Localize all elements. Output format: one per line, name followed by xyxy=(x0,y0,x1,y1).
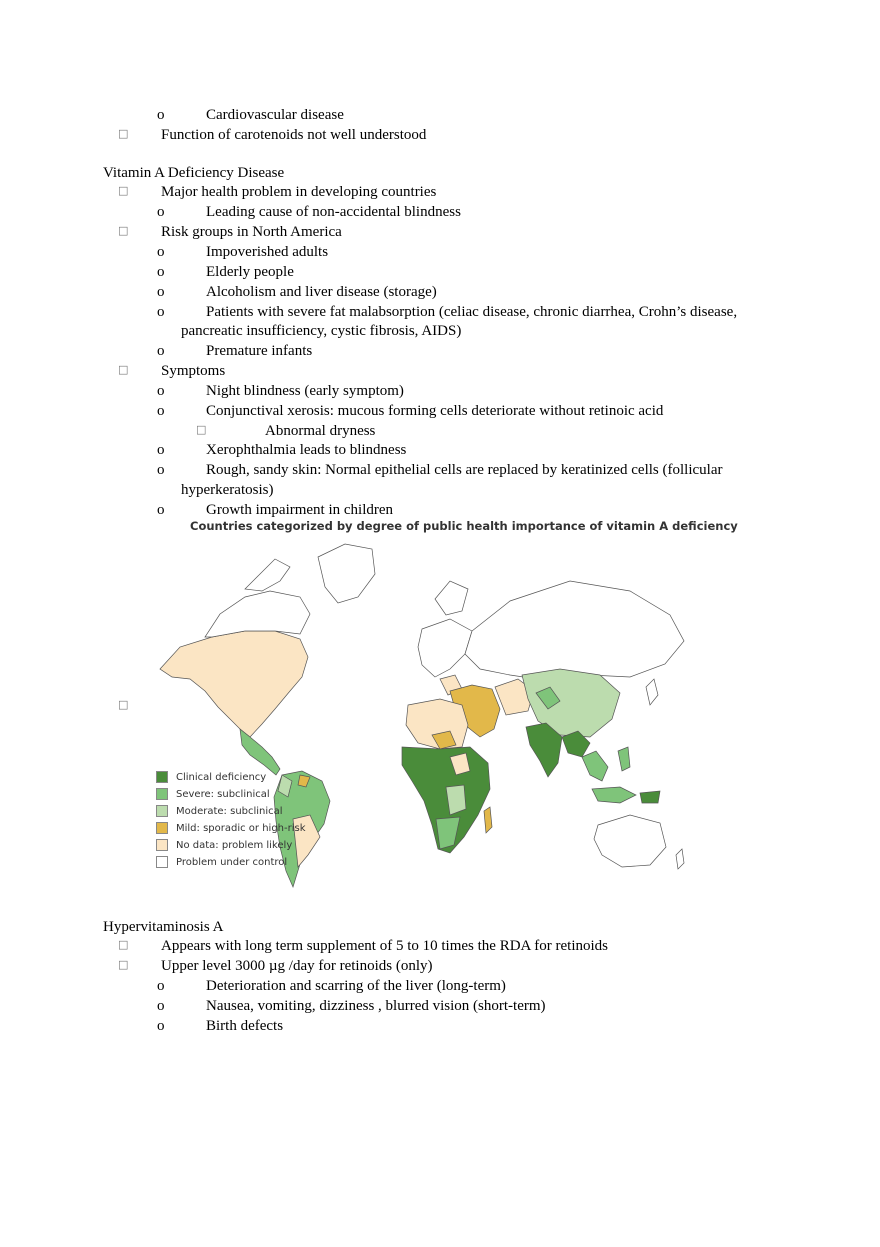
legend-item xyxy=(156,805,283,819)
list-item: Birth defects xyxy=(206,1018,284,1034)
list-item: Conjunctival xerosis: mucous forming cells deteriorate without retinoic acid xyxy=(206,403,664,419)
legend-item xyxy=(156,822,306,836)
legend-item xyxy=(156,771,266,785)
list-item: Abnormal dryness xyxy=(265,423,376,439)
list-item: Patients with severe fat malabsorption (celiac disease, chronic diarrhea, Crohn’s disease, xyxy=(206,304,738,320)
circle-bullet: o xyxy=(157,462,165,478)
list-item: Premature infants xyxy=(206,343,313,359)
list-item: Cardiovascular disease xyxy=(206,107,344,123)
square-bullet: □ xyxy=(118,938,129,951)
circle-bullet: o xyxy=(157,284,165,300)
legend-swatch xyxy=(156,839,168,851)
circle-bullet: o xyxy=(157,442,165,458)
circle-bullet: o xyxy=(157,343,165,359)
square-bullet: □ xyxy=(118,127,129,140)
list-item: Risk groups in North America xyxy=(161,224,342,240)
list-item: Symptoms xyxy=(161,363,226,379)
map-title: Countries categorized by degree of public health importance of vitamin A deficiency xyxy=(190,519,738,533)
list-item: Growth impairment in children xyxy=(206,502,394,518)
list-item: Nausea, vomiting, dizziness , blurred vision (short-term) xyxy=(206,998,546,1014)
legend-swatch xyxy=(156,788,168,800)
legend-item xyxy=(156,788,270,802)
legend-label: Clinical deficiency xyxy=(176,772,267,783)
legend-label: No data: problem likely xyxy=(176,840,293,851)
legend-label: Severe: subclinical xyxy=(176,789,270,800)
legend-label: Problem under control xyxy=(176,857,288,868)
legend-item xyxy=(156,839,292,853)
list-item: Function of carotenoids not well understood xyxy=(161,127,427,143)
circle-bullet: o xyxy=(157,978,165,994)
legend-swatch xyxy=(156,822,168,834)
circle-bullet: o xyxy=(157,1018,165,1034)
circle-bullet: o xyxy=(157,502,165,518)
circle-bullet: o xyxy=(157,304,165,320)
legend-label: Moderate: subclinical xyxy=(176,806,283,817)
legend-swatch xyxy=(156,771,168,783)
list-item: Major health problem in developing countries xyxy=(161,184,437,200)
section-heading: Hypervitaminosis A xyxy=(103,919,224,935)
circle-bullet: o xyxy=(157,403,165,419)
list-item: Elderly people xyxy=(206,264,294,280)
circle-bullet: o xyxy=(157,264,165,280)
square-bullet: □ xyxy=(118,224,129,237)
section-heading: Vitamin A Deficiency Disease xyxy=(103,165,285,181)
list-item: Upper level 3000 µg /day for retinoids (only) xyxy=(161,958,433,974)
list-item-continuation: pancreatic insufficiency, cystic fibrosis, AIDS) xyxy=(181,323,462,339)
list-item: Impoverished adults xyxy=(206,244,329,260)
square-bullet: □ xyxy=(118,698,129,711)
legend-item xyxy=(156,856,287,870)
circle-bullet: o xyxy=(157,204,165,220)
list-item-continuation: hyperkeratosis) xyxy=(181,482,274,498)
list-item: Deterioration and scarring of the liver (long-term) xyxy=(206,978,506,994)
list-item: Night blindness (early symptom) xyxy=(206,383,404,399)
square-bullet: □ xyxy=(196,423,207,436)
square-bullet: □ xyxy=(118,958,129,971)
square-bullet: □ xyxy=(118,363,129,376)
list-item: Alcoholism and liver disease (storage) xyxy=(206,284,437,300)
legend-swatch xyxy=(156,856,168,868)
list-item: Appears with long term supplement of 5 to 10 times the RDA for retinoids xyxy=(161,938,609,954)
legend-label: Mild: sporadic or high-risk xyxy=(176,823,306,834)
circle-bullet: o xyxy=(157,107,165,123)
list-item: Xerophthalmia leads to blindness xyxy=(206,442,407,458)
list-item: Rough, sandy skin: Normal epithelial cells are replaced by keratinized cells (follicular xyxy=(206,462,723,478)
list-item: Leading cause of non-accidental blindness xyxy=(206,204,461,220)
circle-bullet: o xyxy=(157,244,165,260)
vitamin-a-deficiency-world-map xyxy=(150,519,738,897)
legend-swatch xyxy=(156,805,168,817)
circle-bullet: o xyxy=(157,998,165,1014)
circle-bullet: o xyxy=(157,383,165,399)
square-bullet: □ xyxy=(118,184,129,197)
